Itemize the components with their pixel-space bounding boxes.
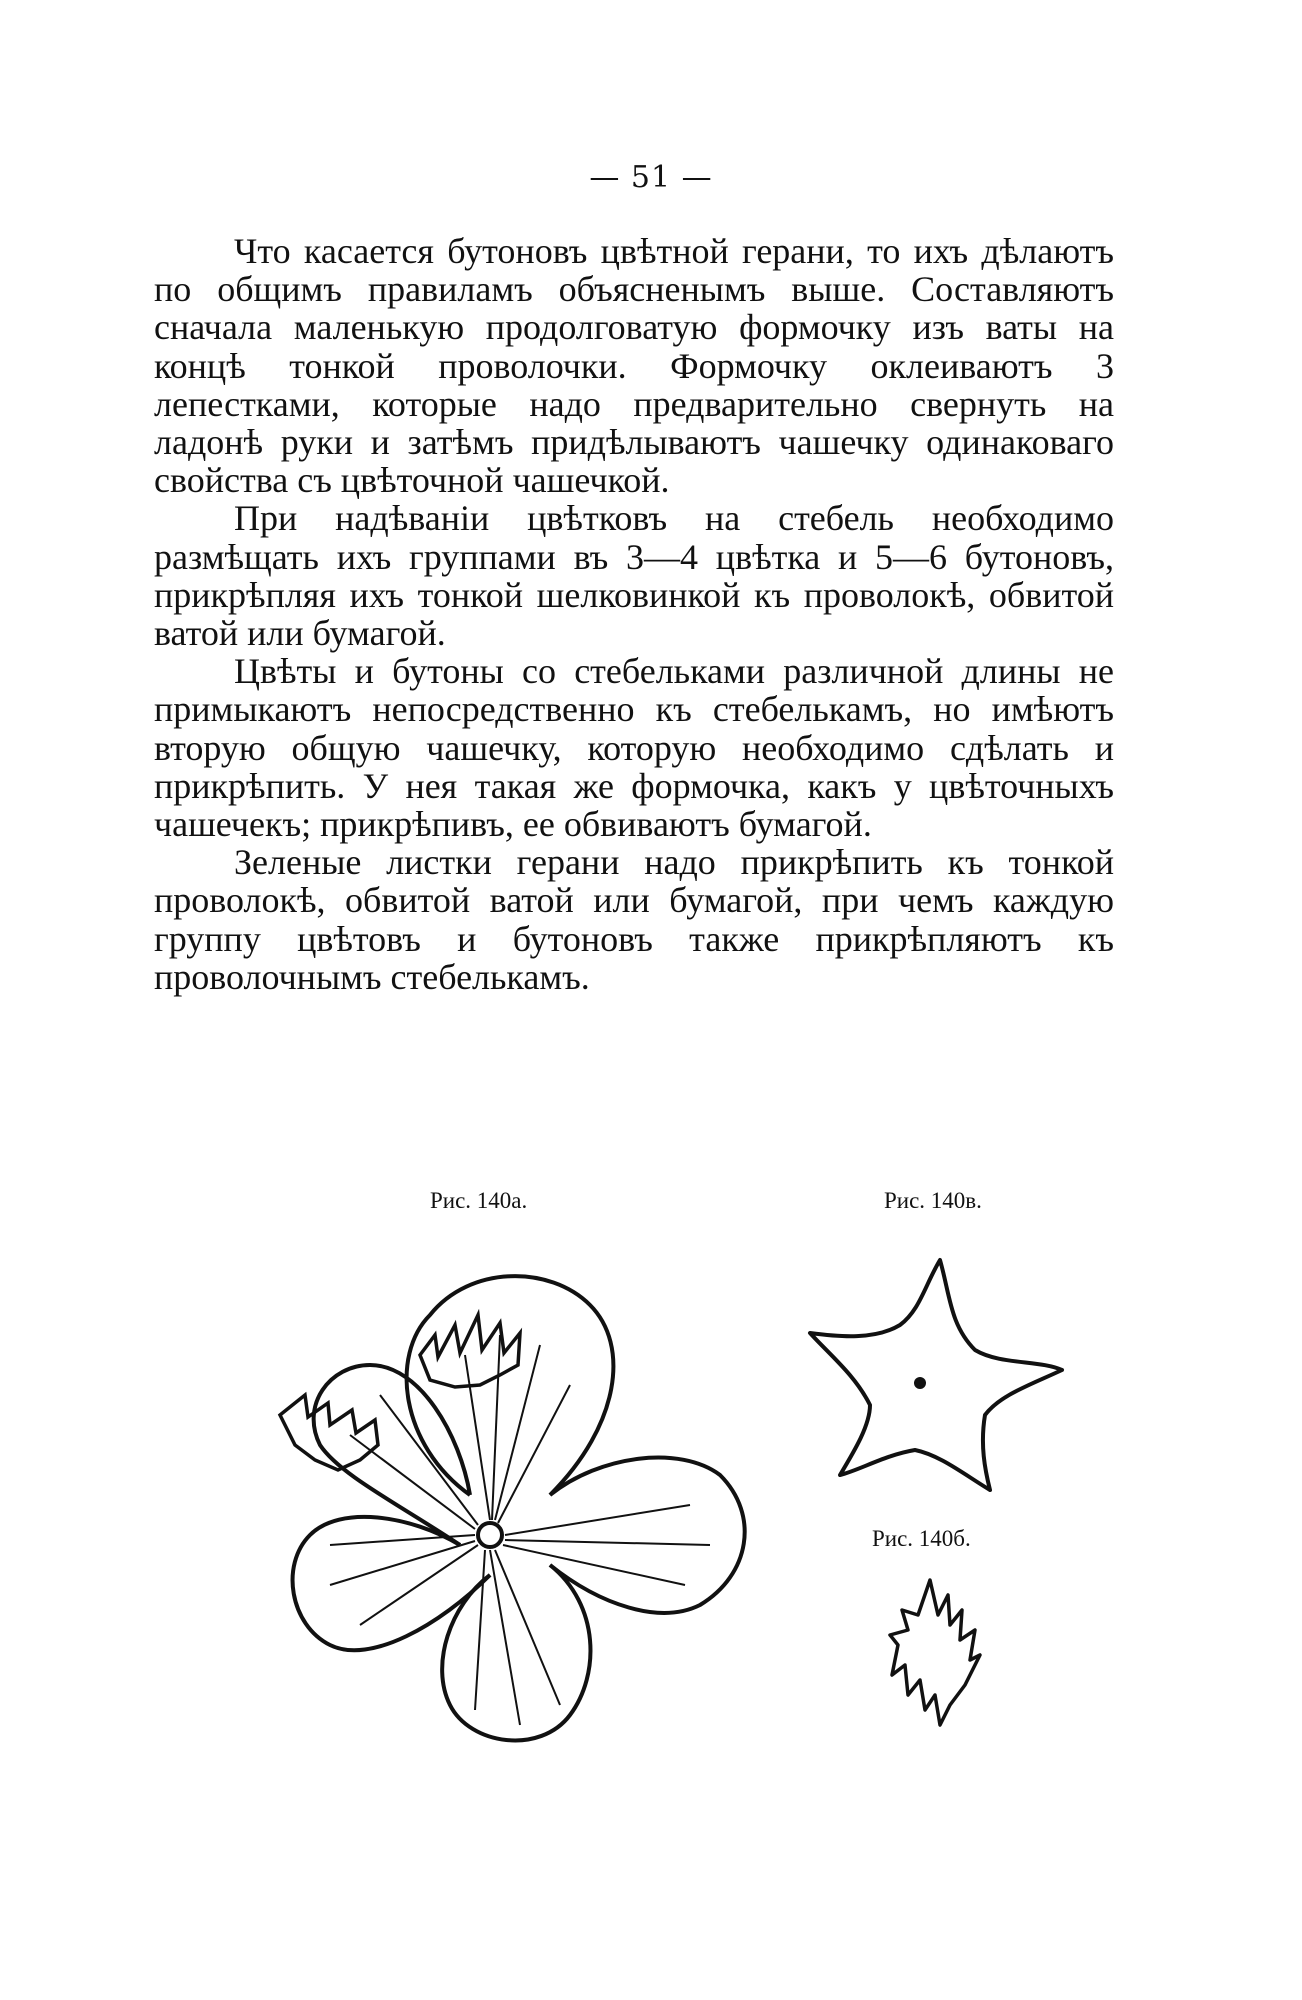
paragraph-3: Цвѣты и бутоны со стебельками различной длины не примыкаютъ непосредственно къ стебелькамъ, но имѣютъ вторую общую чашечку, которую необходимо сдѣлать и прикрѣпить. У нея такая же формочка, какъ у цвѣточныхъ чашечекъ; прикрѣпивъ, ее обвиваютъ бумагой.: [154, 651, 1114, 845]
figure-caption-140a: Рис. 140а.: [430, 1188, 528, 1213]
paragraph-4: Зеленые листки герани надо прикрѣпить къ тонкой проволокѣ, обвитой ватой или бумагой, при чемъ каждую группу цвѣтовъ и бутоновъ также прикрѣпляютъ къ проволочнымъ стебелькамъ.: [154, 842, 1114, 997]
star-calyx-icon: [800, 1255, 1070, 1495]
page-number: — 51 —: [589, 160, 713, 195]
petal-marking-icon: [880, 1575, 1000, 1735]
paragraph-2: При надѣванiи цвѣтковъ на стебель необходимо размѣщать ихъ группами въ 3—4 цвѣтка и 5—6 бутоновъ, прикрѣпляя ихъ тонкой шелковинкой къ проволокѣ, обвитой ватой или бумагой.: [154, 498, 1114, 654]
figure-caption-140b: Рис. 140б.: [872, 1526, 971, 1551]
paragraph-1: Что касается бутоновъ цвѣтной герани, то ихъ дѣлаютъ по общимъ правиламъ объясненымъ выше. Составляютъ сначала маленькую продолговатую формочку изъ ваты на концѣ тонкой проволочки. Формочку оклеиваютъ 3 лепестками, которые надо предварительно свернуть на ладонѣ руки и затѣмъ придѣлываютъ чашечку одинаковаго свойства съ цвѣточной чашечкой.: [154, 231, 1114, 501]
figure-caption-140v: Рис. 140в.: [884, 1188, 982, 1213]
geranium-flower-icon: [220, 1245, 800, 1775]
body-text: [154, 232, 1114, 996]
